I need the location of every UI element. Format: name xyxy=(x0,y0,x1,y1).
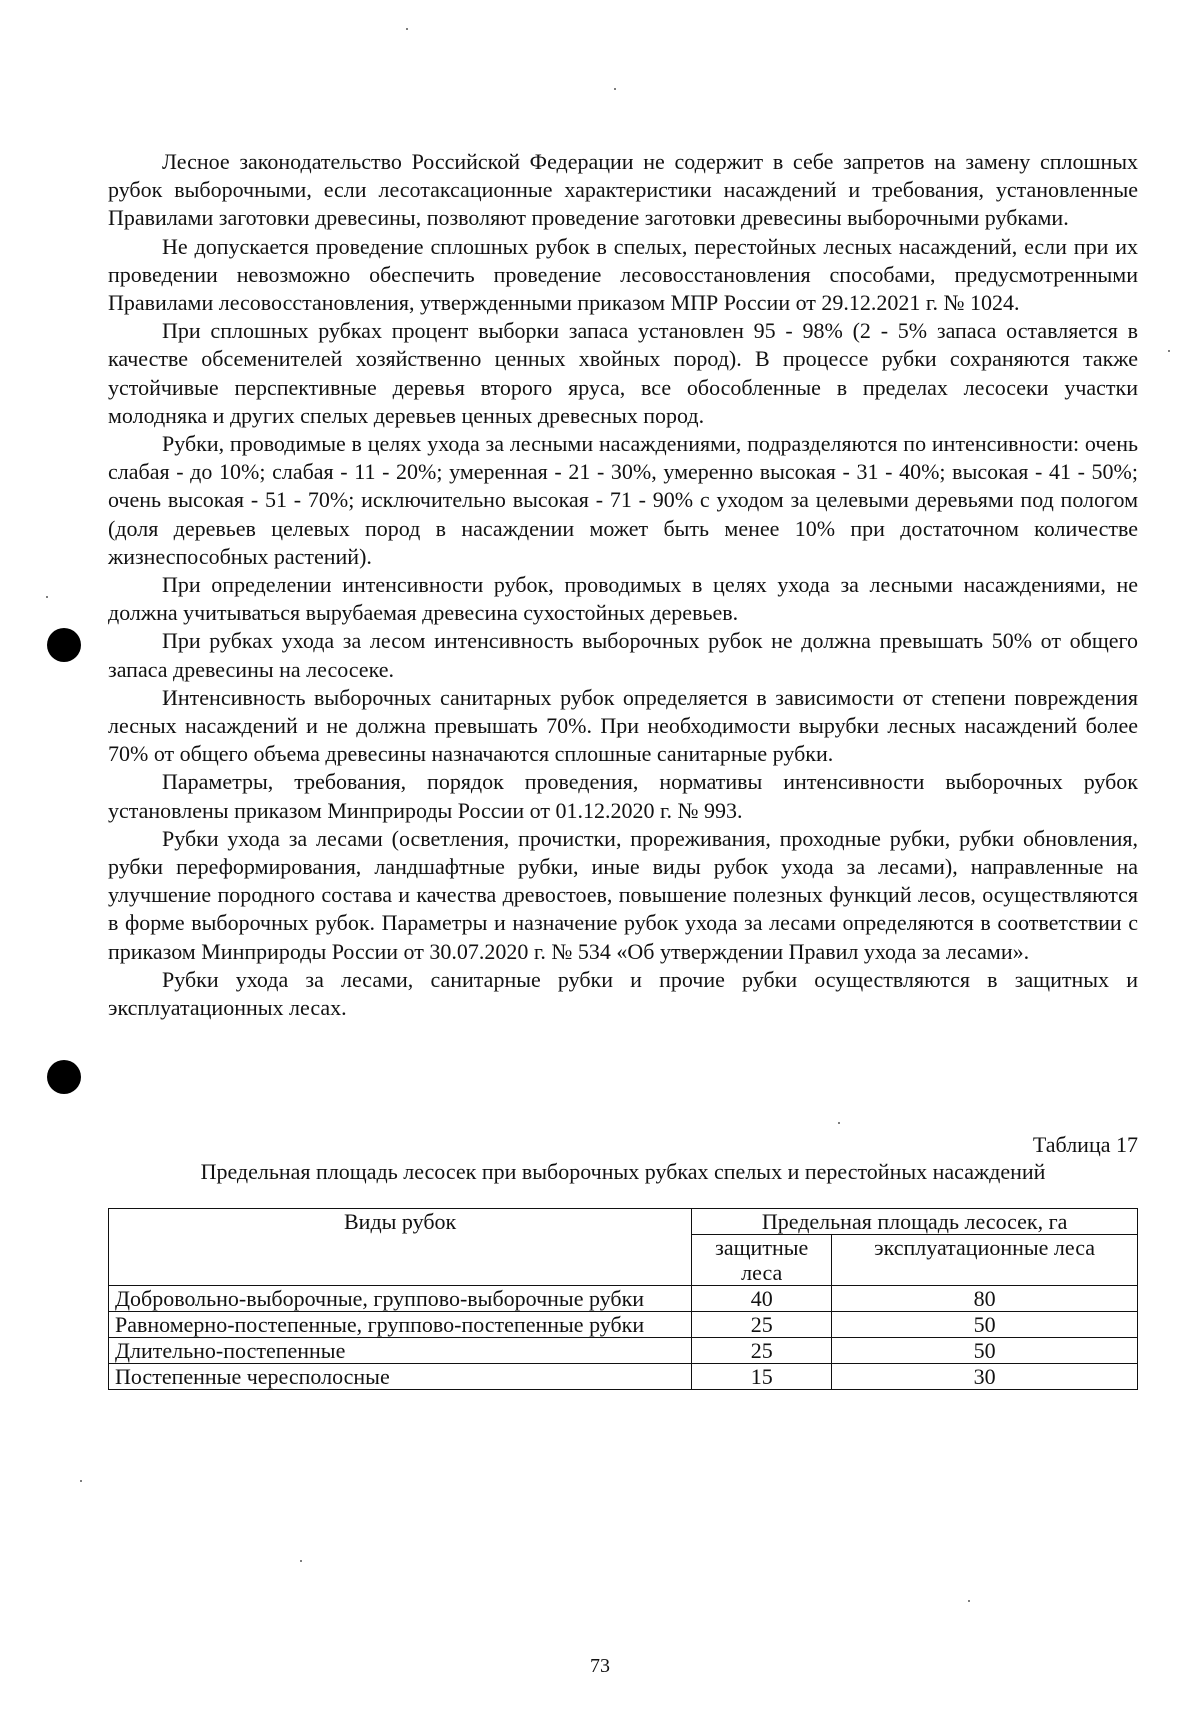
punch-hole-mark xyxy=(47,628,81,662)
paragraph: Параметры, требования, порядок проведения, нормативы интенсивности выборочных рубок установлены приказом Минприроды России от 01.12.2020 г. № 993. xyxy=(108,769,1138,823)
table-number: Таблица 17 xyxy=(1032,1132,1138,1157)
scan-speck xyxy=(838,1122,840,1124)
paragraph: При определении интенсивности рубок, проводимых в целях ухода за лесными насаждениями, не должна учитываться вырубаемая древесина сухостойных деревьев. xyxy=(108,572,1138,626)
felling-area-table xyxy=(108,1208,1138,1390)
table-row xyxy=(109,1312,1138,1338)
punch-hole-mark xyxy=(47,1060,81,1094)
cell-protective: 15 xyxy=(692,1364,832,1390)
scan-speck xyxy=(406,28,408,30)
cell-felling-type: Постепенные чересполосные xyxy=(109,1364,692,1390)
cell-exploitation: 80 xyxy=(832,1286,1138,1312)
table-row xyxy=(109,1364,1138,1390)
scan-speck xyxy=(1168,350,1170,352)
table-caption: Предельная площадь лесосек при выборочных рубках спелых и перестойных насаждений xyxy=(200,1159,1046,1184)
paragraph: При рубках ухода за лесом интенсивность выборочных рубок не должна превышать 50% от общего запаса древесины на лесосеке. xyxy=(108,628,1138,682)
cell-felling-type: Равномерно-постепенные, группово-постепенные рубки xyxy=(109,1312,692,1338)
paragraph: Интенсивность выборочных санитарных рубок определяется в зависимости от степени повреждения лесных насаждений и не должна превышать 70%. При необходимости вырубки лесных насаждений более 70% от общего объема древесины назначаются сплошные санитарные рубки. xyxy=(108,684,1138,767)
body-text xyxy=(108,148,1138,1022)
paragraph: Рубки ухода за лесами (осветления, прочистки, прореживания, проходные рубки, рубки обновления, рубки переформирования, ландшафтные рубки, иные виды рубок ухода за лесами), направленные на улучшение породного состава и качества древостоев, повышение полезных функций лесов, осуществляются в форме выборочных рубок. Параметры и назначение рубок ухода за лесами определяются в соответствии с приказом Минприроды России от 30.07.2020 г. № 534 «Об утверждении Правил ухода за лесами». xyxy=(108,825,1138,964)
cell-exploitation: 30 xyxy=(832,1364,1138,1390)
cell-exploitation: 50 xyxy=(832,1338,1138,1364)
paragraph: Рубки, проводимые в целях ухода за лесными насаждениями, подразделяются по интенсивности: очень слабая - до 10%; слабая - 11 - 20%; умеренная - 21 - 30%, умеренно высокая - 31 - 40%; высокая - 41 - 50%; очень высокая - 51 - 70%; исключительно высокая - 71 - 90% с уходом за целевыми деревьями под пологом (доля деревьев целевых пород в насаждении может быть менее 10% при достаточном количестве жизнеспособных растений). xyxy=(108,431,1138,569)
cell-felling-type: Добровольно-выборочные, группово-выборочные рубки xyxy=(109,1286,692,1312)
table-row xyxy=(109,1338,1138,1364)
scan-speck xyxy=(80,1480,82,1482)
paragraph: При сплошных рубках процент выборки запаса установлен 95 - 98% (2 - 5% запаса оставляется в качестве обсеменителей хозяйственно ценных хвойных пород). В процессе рубки сохраняются также устойчивые перспективные деревья второго яруса, все обособленные в пределах лесосеки участки молодняка и других спелых деревьев ценных древесных пород. xyxy=(108,318,1138,428)
cell-exploitation: 50 xyxy=(832,1312,1138,1338)
cell-protective: 25 xyxy=(692,1338,832,1364)
table-header-row xyxy=(109,1209,1138,1235)
header-felling-type: Виды рубок xyxy=(109,1209,692,1286)
paragraph: Не допускается проведение сплошных рубок в спелых, перестойных лесных насаждений, если при их проведении невозможно обеспечить проведение лесовосстановления способами, предусмотренными Правилами лесовосстановления, утвержденными приказом МПР России от 29.12.2021 г. № 1024. xyxy=(108,233,1138,316)
header-exploitation-forests: эксплуатационные леса xyxy=(832,1235,1138,1286)
scan-speck xyxy=(614,88,616,90)
paragraph: Рубки ухода за лесами, санитарные рубки и прочие рубки осуществляются в защитных и эксплуатационных лесах. xyxy=(108,966,1138,1021)
scan-speck xyxy=(46,596,48,598)
header-protective-forests: защитные леса xyxy=(692,1235,832,1286)
scan-speck xyxy=(300,1560,302,1562)
cell-felling-type: Длительно-постепенные xyxy=(109,1338,692,1364)
cell-protective: 25 xyxy=(692,1312,832,1338)
page-number: 73 xyxy=(590,1655,610,1677)
paragraph: Лесное законодательство Российской Федерации не содержит в себе запретов на замену сплошных рубок выборочными, если лесотаксационные характеристики насаждений и требования, установленные Правилами заготовки древесины, позволяют проведение заготовки древесины выборочными рубками. xyxy=(108,149,1138,231)
scan-speck xyxy=(968,1600,970,1602)
header-max-area: Предельная площадь лесосек, га xyxy=(692,1209,1138,1235)
table-row xyxy=(109,1286,1138,1312)
cell-protective: 40 xyxy=(692,1286,832,1312)
